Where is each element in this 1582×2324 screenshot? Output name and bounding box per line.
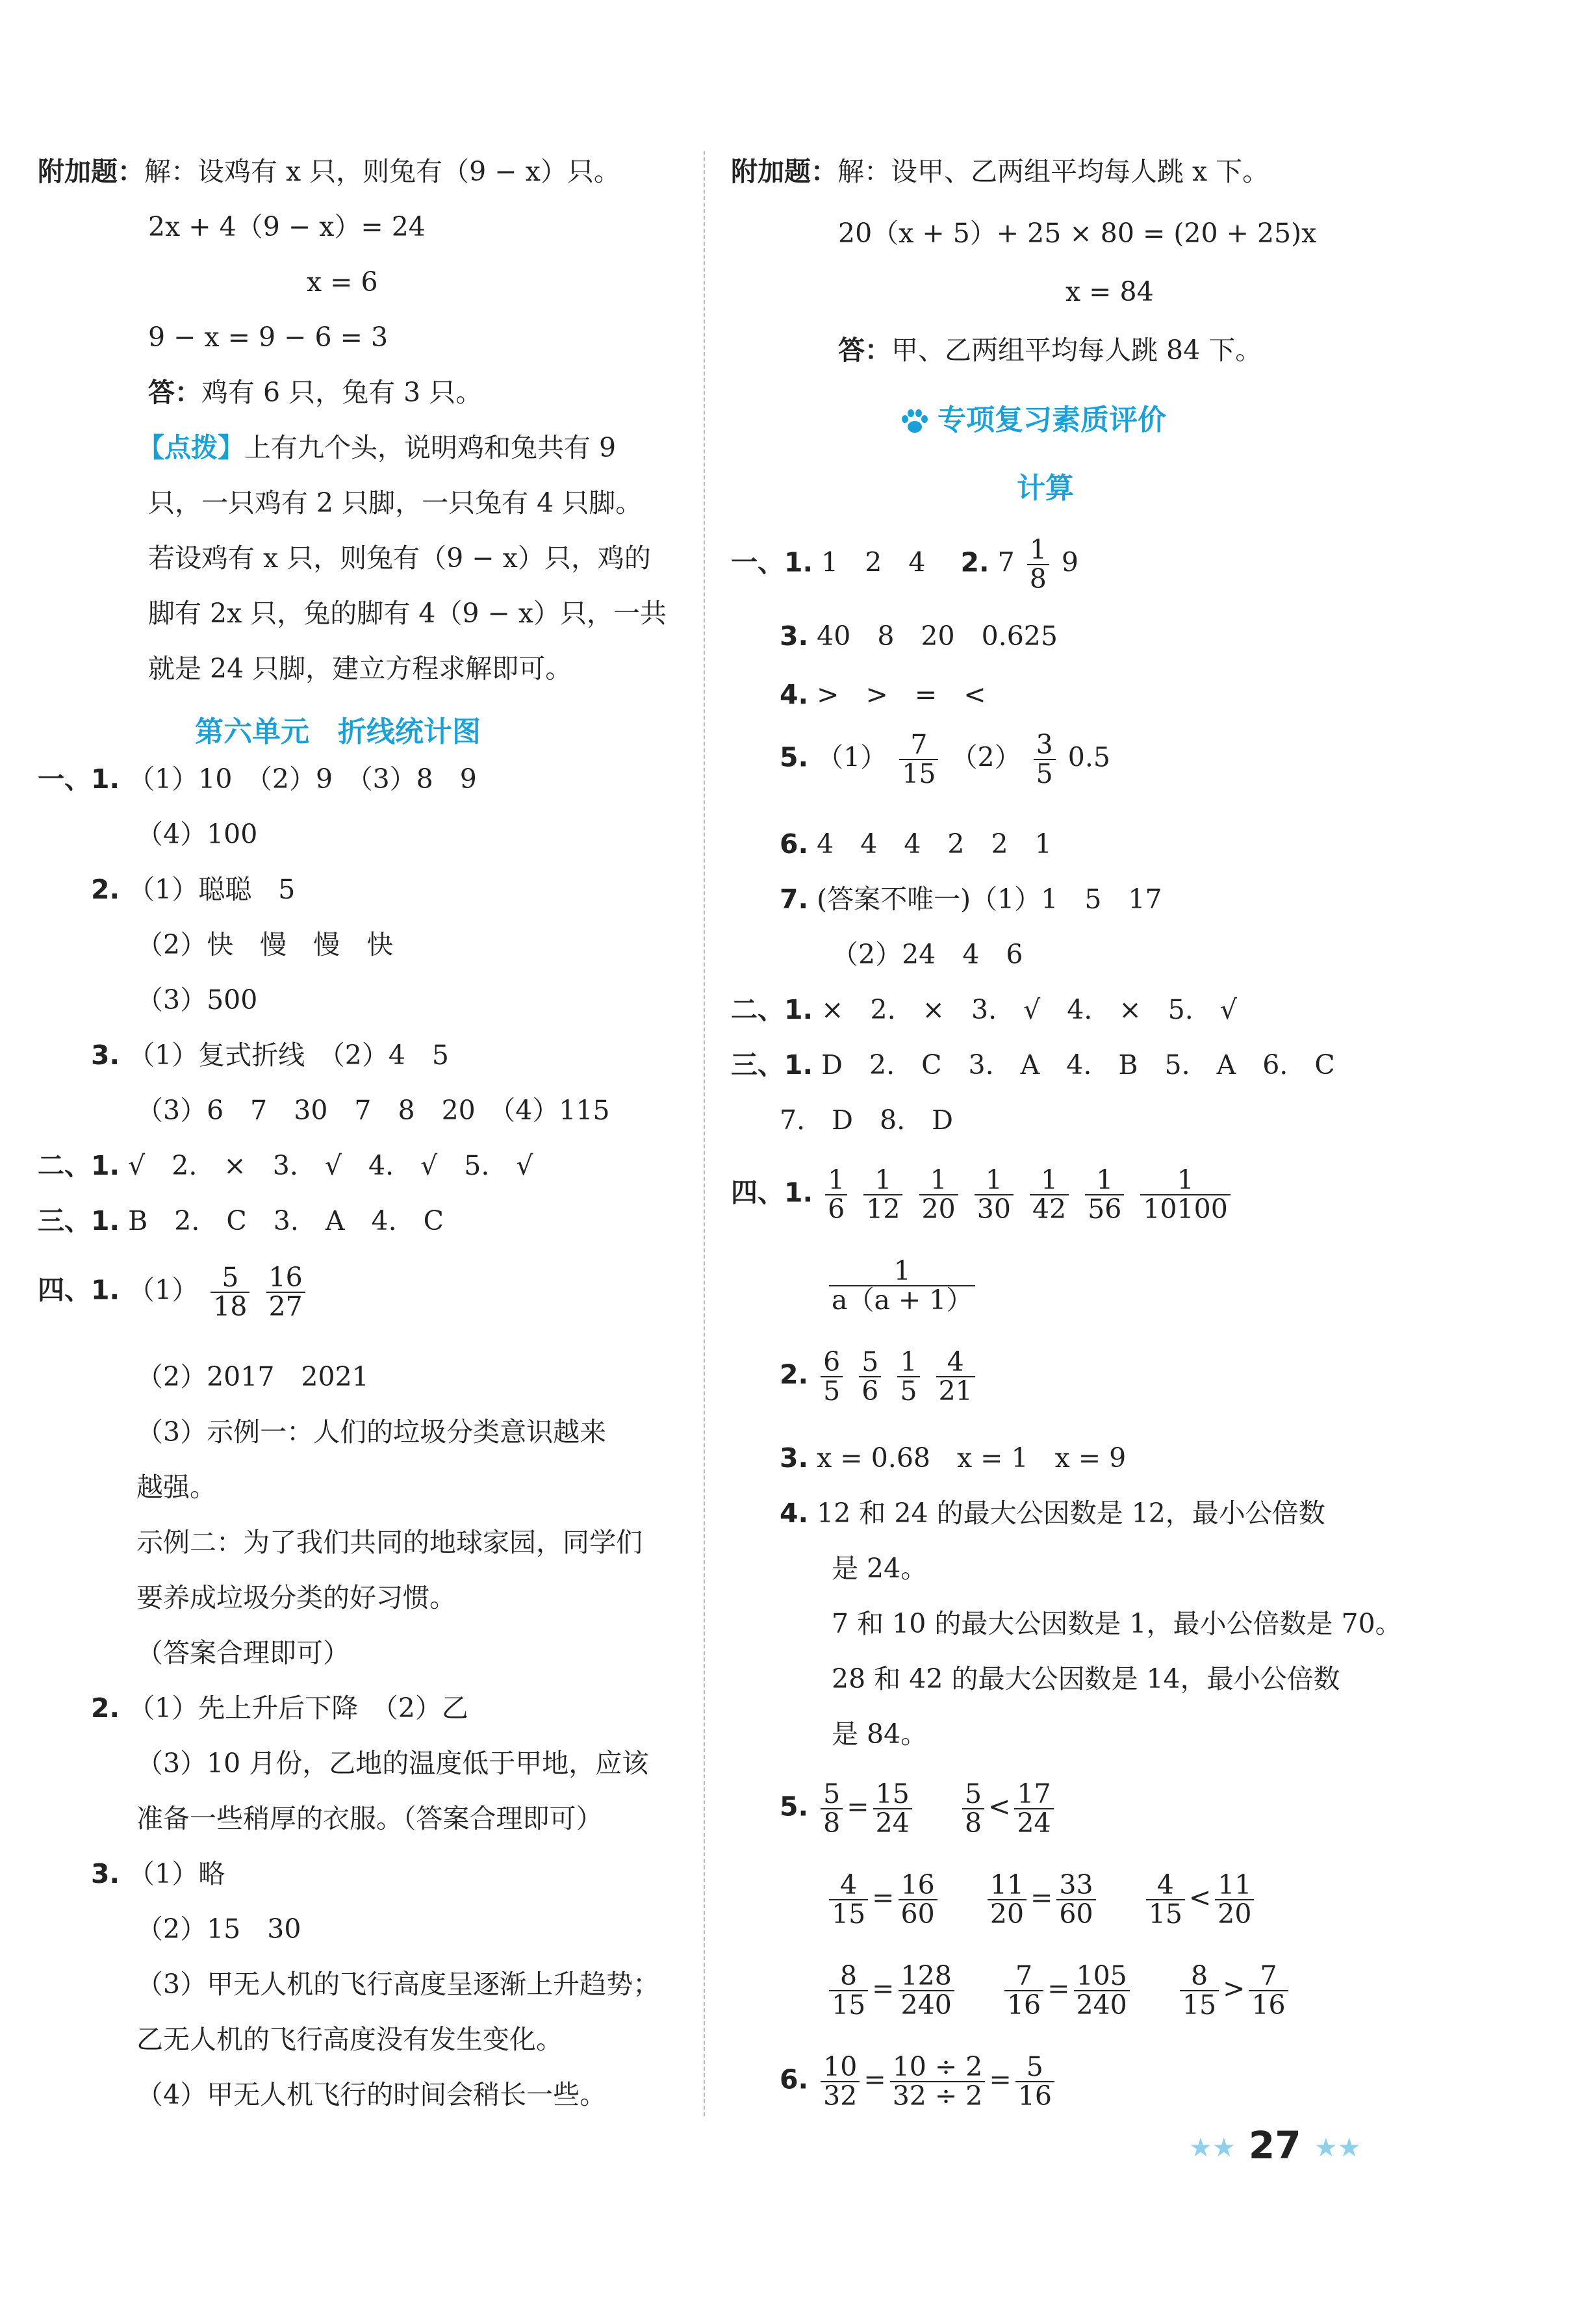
fraction: $\frac{7}{16}$ [1004, 1962, 1043, 2019]
right-bonus-intro: 附加题：解：设甲、乙两组平均每人跳 x 下。 [731, 156, 1269, 187]
left-s1-line2b: （2）快 慢 慢 快 [136, 929, 394, 960]
fraction: $\frac{16}{27}$ [266, 1264, 305, 1321]
left-bonus-eq1: 2x + 4（9 − x）= 24 [148, 211, 426, 242]
fraction: $\frac{105}{240}$ [1074, 1962, 1130, 2019]
fraction: $\frac{15}{24}$ [873, 1780, 912, 1837]
fraction: $\frac{7}{16}$ [1249, 1962, 1288, 2019]
left-tip-line-1: 【点拨】上有九个头，说明鸡和兔共有 9 [138, 432, 617, 463]
left-s1-line2: 2. （1）聪聪 5 [91, 874, 296, 905]
star-icon: ★ [1314, 2132, 1338, 2163]
fraction: $\frac{1}{42}$ [1030, 1166, 1069, 1223]
right-s1-line5: 5. （1） $\frac{7}{15}$ （2） $\frac{3}{5}$ 0.5 [780, 729, 1111, 790]
right-s3-line2: 7. D 8. D [780, 1105, 953, 1136]
fraction: $\frac{5}{6}$ [859, 1348, 881, 1405]
fraction: $\frac{17}{24}$ [1014, 1780, 1053, 1837]
fraction: $\frac{3}{5}$ [1034, 731, 1056, 788]
left-s4-p3-3: 示例二：为了我们共同的地球家园，同学们 [136, 1527, 643, 1558]
right-bonus-eq2: x = 84 [1065, 276, 1154, 307]
left-s4-q2-2: 准备一些稍厚的衣服。（答案合理即可） [136, 1803, 603, 1834]
left-s4-p3-2: 越强。 [136, 1472, 216, 1503]
fraction: $\frac{4}{15}$ [1146, 1871, 1185, 1928]
left-s4-p3-1: （3）示例一：人们的垃圾分类意识越来 [136, 1416, 607, 1448]
left-s4-q2-1: （3）10 月份，乙地的温度低于甲地，应该 [136, 1748, 649, 1779]
right-s1-line4: 4. > > = < [780, 679, 986, 710]
left-s4-q3-4: （4）甲无人机飞行的时间会稍长一些。 [136, 2079, 607, 2110]
left-tip-line-5: 就是 24 只脚，建立方程求解即可。 [148, 653, 572, 684]
left-bonus-eq2: x = 6 [307, 266, 378, 298]
right-s4-q5-row1: 5. $\frac{5}{8}$ = $\frac{15}{24}$ $\frac{5}{8}$ < $\frac{17}{24}$ [780, 1780, 1058, 1837]
fraction: $\frac{4}{21}$ [936, 1348, 975, 1405]
star-icon: ★ [1189, 2132, 1212, 2163]
left-s4-q3-1: （2）15 30 [136, 1913, 301, 1945]
left-s4-q3: 3. （1）略 [91, 1858, 225, 1889]
left-s4-p3-5: （答案合理即可） [136, 1637, 350, 1668]
right-s1-line6: 6. 4 4 4 2 2 1 [780, 828, 1052, 860]
left-s4-line1: 四、1. （1） $\frac{5}{18}$ $\frac{16}{27}$ [38, 1264, 309, 1321]
star-icon: ★ [1212, 2132, 1236, 2163]
left-bonus-eq3: 9 − x = 9 − 6 = 3 [148, 322, 389, 353]
right-s3: 三、1. D 2. C 3. A 4. B 5. A 6. C [731, 1049, 1335, 1080]
right-bonus-eq1: 20（x + 5）+ 25 × 80 = (20 + 25)x [838, 218, 1317, 249]
right-s4-line1: 四、1. $\frac{1}{6}$ $\frac{1}{12}$ $\frac{1}{20}$ $\frac{1}{30}$ $\frac{1}{42}$ $\frac{1}{56}$ $\frac{1}{10100}$ [731, 1166, 1234, 1223]
star-icon: ★ [1337, 2132, 1361, 2163]
fraction: $\frac{4}{15}$ [829, 1871, 868, 1928]
left-tip-line-2: 只，一只鸡有 2 只脚，一只兔有 4 只脚。 [148, 487, 643, 518]
sub-title: 计算 [1017, 472, 1074, 505]
right-s4-q4: 4. 12 和 24 的最大公因数是 12，最小公倍数 [780, 1498, 1325, 1529]
left-tip-line-3: 若设鸡有 x 只，则兔有（9 − x）只，鸡的 [148, 543, 651, 574]
fraction: $\frac{1}{12}$ [863, 1166, 902, 1223]
column-divider [704, 151, 705, 2116]
fraction: $\frac{7}{15}$ [899, 731, 938, 788]
right-s1-line7b: （2）24 4 6 [832, 939, 1023, 970]
fraction: $\frac{5}{16}$ [1015, 2053, 1054, 2110]
left-s1-line1b: （4）100 [136, 819, 258, 850]
fraction: $\frac{6}{5}$ [821, 1348, 843, 1405]
right-s4-q5-row2: $\frac{4}{15}$ = $\frac{16}{60}$ $\frac{11}{20}$ = $\frac{33}{60}$ $\frac{4}{15}$ < $\frac{11}{20}$ [825, 1871, 1258, 1928]
unit-six-title: 第六单元 折线统计图 [195, 715, 481, 748]
fraction: $\frac{128}{240}$ [899, 1962, 954, 2019]
right-s2: 二、1. × 2. × 3. √ 4. × 5. √ [731, 994, 1237, 1025]
right-s4-general [825, 1257, 979, 1314]
right-s4-q4-3: 7 和 10 的最大公因数是 1，最小公倍数是 70。 [832, 1608, 1402, 1639]
left-s4-p3-4: 要养成垃圾分类的好习惯。 [136, 1582, 456, 1613]
left-s3: 三、1. B 2. C 3. A 4. C [38, 1205, 444, 1236]
fraction: $\frac{1}{56}$ [1085, 1166, 1124, 1223]
left-s2: 二、1. √ 2. × 3. √ 4. √ 5. √ [38, 1150, 533, 1181]
fraction: $\frac{33}{60}$ [1056, 1871, 1095, 1928]
paw-icon [900, 409, 930, 435]
fraction: $\frac{1}{10100}$ [1140, 1166, 1230, 1223]
left-s1-line3: 3. （1）复式折线 （2）4 5 [91, 1040, 449, 1071]
fraction: $\frac{5}{8}$ [821, 1780, 843, 1837]
fraction: $\frac{16}{60}$ [899, 1871, 938, 1928]
right-bonus-answer: 答：甲、乙两组平均每人跳 84 下。 [838, 335, 1262, 366]
left-s1-line1: 一、1. （1）10 （2）9 （3）8 9 [38, 763, 477, 795]
left-s4-q3-2: （3）甲无人机的飞行高度呈逐渐上升趋势； [136, 1969, 660, 2000]
left-tip-line-4: 脚有 2x 只，兔的脚有 4（9 − x）只，一共 [148, 598, 667, 629]
right-s1-line3: 3. 40 8 20 0.625 [780, 620, 1058, 652]
fraction: $\frac{10}{32}$ [821, 2053, 860, 2110]
left-s4-q3-3: 乙无人机的飞行高度没有发生变化。 [136, 2024, 563, 2055]
fraction: $\frac{1}{30}$ [975, 1166, 1014, 1223]
fraction: $\frac{5}{8}$ [962, 1780, 984, 1837]
fraction: $\frac{1}{8}$ [1027, 536, 1049, 593]
right-s1-line1: 一、1. 1 2 4 2. 7 $\frac{1}{8}$ 9 [731, 534, 1078, 595]
right-s1-line7: 7. (答案不唯一)（1）1 5 17 [780, 884, 1162, 915]
fraction: $\frac{10 \div 2}{32 \div 2}$ [890, 2053, 986, 2110]
fraction: $\frac{11}{20}$ [988, 1871, 1027, 1928]
fraction: $\frac{1}{a(a + 1)}$ [829, 1257, 975, 1314]
page-number: ★★ 27 ★★ [1189, 2123, 1361, 2167]
fraction: $\frac{5}{18}$ [211, 1264, 249, 1321]
section-title: 专项复习素质评价 [900, 396, 1166, 438]
right-s4-q6: 6. $\frac{10}{32}$ = $\frac{10 \div 2}{32 \div 2}$ = $\frac{5}{16}$ [780, 2053, 1058, 2110]
left-s1-line2c: （3）500 [136, 984, 258, 1015]
fraction: $\frac{8}{15}$ [829, 1962, 868, 2019]
left-s4-q2: 2. （1）先上升后下降 （2）乙 [91, 1692, 468, 1724]
right-s4-q2: 2. $\frac{6}{5}$ $\frac{5}{6}$ $\frac{1}{5}$ $\frac{4}{21}$ [780, 1348, 979, 1405]
fraction: $\frac{8}{15}$ [1180, 1962, 1219, 2019]
right-s4-q4-4: 28 和 42 的最大公因数是 14，最小公倍数 [832, 1663, 1340, 1694]
fraction: $\frac{11}{20}$ [1215, 1871, 1254, 1928]
fraction: $\frac{1}{5}$ [897, 1348, 919, 1405]
left-bonus-answer: 答：鸡有 6 只，兔有 3 只。 [148, 377, 483, 408]
left-s1-line3b: （3）6 7 30 7 8 20 （4）115 [136, 1095, 610, 1126]
left-s4-p2: （2）2017 2021 [136, 1361, 369, 1392]
right-s4-q4-5: 是 84。 [832, 1718, 928, 1750]
right-s4-q5-row3: $\frac{8}{15}$ = $\frac{128}{240}$ $\frac{7}{16}$ = $\frac{105}{240}$ $\frac{8}{15}$ > $\frac{7}{16}$ [825, 1962, 1292, 2019]
fraction: $\frac{1}{20}$ [919, 1166, 958, 1223]
fraction: $\frac{1}{6}$ [825, 1166, 847, 1223]
right-s4-q3: 3. x = 0.68 x = 1 x = 9 [780, 1442, 1127, 1474]
right-s4-q4-2: 是 24。 [832, 1553, 928, 1584]
left-bonus-intro: 附加题：解：设鸡有 x 只，则兔有（9 − x）只。 [38, 156, 620, 187]
